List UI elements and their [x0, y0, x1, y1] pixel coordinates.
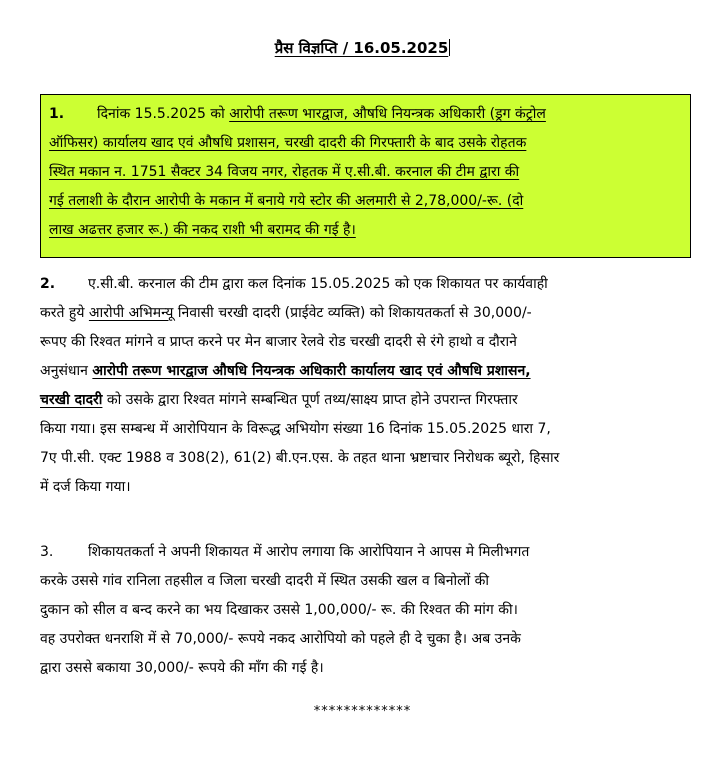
para3-line-1: 3. शिकायतकर्ता ने अपनी शिकायत में आरोप लगाया कि आरोपियान ने आपस मे मिलीभगत [40, 538, 691, 567]
para2-line1-text: ए.सी.बी. करनाल की टीम द्वारा कल दिनांक 15.05.2025 को एक शिकायत पर कार्यवाही [88, 276, 548, 292]
paragraph-1 [49, 100, 682, 245]
para3-number: 3. [40, 544, 54, 560]
para2-line-1 [40, 270, 691, 299]
para1-line1-underlined: आरोपी तरूण भारद्वाज, औषधि नियन्त्रक अधिकारी (ड्रग कंट्रोल [229, 106, 546, 122]
para1-line-5: लाख अढत्तर हजार रू.) की नकद राशी भी बरामद की गई है। [49, 222, 356, 238]
para2-line-2: करते हुये आरोपी अभिमन्यू निवासी चरखी दादरी (प्राईवेट व्यक्ति) को शिकायतकर्ता से 30,000/- [40, 305, 532, 321]
para3-line-4: वह उपरोक्त धनराशि में से 70,000/- रूपये नकद आरोपियो को पहले ही दे चुका है। अब उनके [40, 631, 521, 647]
para2-line-4: अनुसंधान आरोपी तरूण भारद्वाज औषधि नियन्त्रक अधिकारी कार्यालय खाद एवं औषधि प्रशासन, [40, 363, 531, 379]
paragraph-2 [40, 270, 691, 502]
para2-line-6: किया गया। इस सम्बन्ध में आरोपियान के विरूद्ध अभियोग संख्या 16 दिनांक 15.05.2025 धारा 7, [40, 421, 551, 437]
para1-line1-text [97, 106, 546, 122]
footer-separator: ************* [313, 704, 412, 719]
para2-line-7: 7ए पी.सी. एक्ट 1988 व 308(2), 61(2) बी.एन.एस. के तहत थाना भ्रष्टाचार निरोधक ब्यूरो, हिसार [40, 450, 560, 466]
paragraph-3 [40, 538, 691, 683]
page-title: प्रैस विज्ञप्ति / 16.05.2025 [274, 39, 449, 57]
para2-line-5: चरखी दादरी को उसके द्वारा रिश्वत मांगने सम्बन्धित पूर्ण तथ्य/साक्ष्य प्राप्त होने उपरान्त गिरफ्तार [40, 392, 518, 408]
para2-line-3: रूपए की रिश्वत मांगने व प्राप्त करने पर मेन बाजार रेलवे रोड चरखी दादरी से रंगे हाथो व दौराने [40, 334, 517, 350]
para1-line-4: गई तलाशी के दौरान आरोपी के मकान में बनाये गये स्टोर की अलमारी से 2,78,000/-रू. (दो [49, 193, 524, 209]
para1-line1-lead: दिनांक 15.5.2025 को [97, 106, 230, 122]
para1-number: 1. [49, 106, 65, 122]
para3-line-5: द्वारा उससे बकाया 30,000/- रूपये की मॉंग की गई है। [40, 660, 324, 676]
para1-line-3: स्थित मकान न. 1751 सैक्टर 34 विजय नगर, रोहतक में ए.सी.बी. करनाल की टीम द्वारा की [49, 164, 520, 180]
para2-number: 2. [40, 276, 56, 292]
para2-line-8: में दर्ज किया गया। [40, 479, 131, 495]
para1-line-1 [49, 100, 682, 129]
text-cursor [449, 39, 450, 56]
accused-name-abhimanyu: आरोपी अभिमन्यू [88, 305, 174, 321]
accused-name-tarun: आरोपी तरूण भारद्वाज औषधि नियन्त्रक अधिकारी कार्यालय खाद एवं औषधि प्रशासन, [92, 363, 531, 379]
para1-line-2: ऑफिसर) कार्यालय खाद एवं औषधि प्रशासन, चरखी दादरी की गिरफ्तारी के बाद उसके रोहतक [49, 135, 527, 151]
para3-line-3: दुकान को सील व बन्द करने का भय दिखाकर उससे 1,00,000/- रू. की रिश्वत की मांग की। [40, 602, 518, 618]
para3-line-2: करके उससे गांव रानिला तहसील व जिला चरखी दादरी में स्थित उसकी खल व बिनोलों की [40, 573, 490, 589]
highlighted-paragraph-1 [40, 94, 691, 258]
